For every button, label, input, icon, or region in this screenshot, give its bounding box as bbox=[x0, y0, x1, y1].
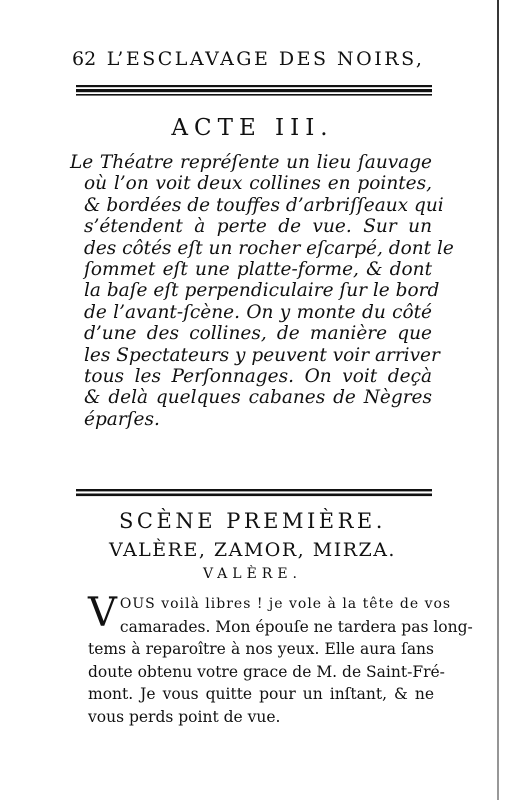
stage-line: Le Théatre repréſente un lieu ſauvage bbox=[70, 152, 432, 173]
speech-paragraph bbox=[88, 590, 473, 729]
stage-line: & delà quelques cabanes de Nègres bbox=[84, 387, 432, 409]
character-list: VALÈRE, ZAMOR, MIRZA. bbox=[109, 539, 396, 561]
speech-line: vous perds point de vue. bbox=[88, 707, 281, 726]
page-number: 62 bbox=[72, 48, 97, 70]
stage-line: ſommet eſt une platte-forme, & dont bbox=[84, 259, 432, 281]
speech-line: doute obtenu votre grace de M. de Saint-Fré- bbox=[88, 662, 445, 681]
speaker-name: VALÈRE. bbox=[203, 566, 302, 582]
running-title: L’ESCLAVAGE DES NOIRS, bbox=[106, 48, 425, 70]
scene-title: SCÈNE PREMIÈRE. bbox=[119, 509, 386, 533]
running-header bbox=[72, 48, 432, 70]
stage-line: la baſe eſt perpendiculaire ſur le bord bbox=[84, 280, 440, 302]
drop-cap: V bbox=[88, 590, 117, 636]
stage-line: où l’on voit deux collines en pointes, bbox=[84, 173, 432, 195]
speech-line: mont. Je vous quitte pour un inſtant, & ne bbox=[88, 685, 434, 704]
speech-line: tems à reparoître à nos yeux. Elle aura ſans bbox=[88, 640, 434, 659]
stage-line: s’étendent à perte de vue. Sur un bbox=[84, 216, 432, 238]
stage-line: éparſes. bbox=[84, 408, 160, 430]
act-title: ACTE III. bbox=[171, 115, 334, 141]
stage-line: les Spectateurs y peuvent voir arriver bbox=[84, 344, 440, 366]
ornamental-rule-top bbox=[76, 84, 432, 94]
stage-line: & bordées de touffes d’arbriſſeaux qui bbox=[84, 194, 444, 216]
stage-direction bbox=[70, 152, 454, 430]
stage-line: d’une des collines, de manière que bbox=[84, 323, 432, 345]
stage-line: de l’avant-ſcène. On y monte du côté bbox=[84, 301, 432, 323]
stage-line: tous les Perſonnages. On voit deçà bbox=[84, 366, 432, 388]
speech-line: camarades. Mon épouſe ne tardera pas long- bbox=[119, 617, 473, 636]
speech-first-line: OUS voilà libres ! je vole à la tête de vos bbox=[119, 596, 452, 612]
stage-line: des côtés eſt un rocher eſcarpé, dont le bbox=[84, 237, 454, 259]
ornamental-rule-middle bbox=[76, 488, 432, 498]
speech-line bbox=[88, 592, 452, 616]
